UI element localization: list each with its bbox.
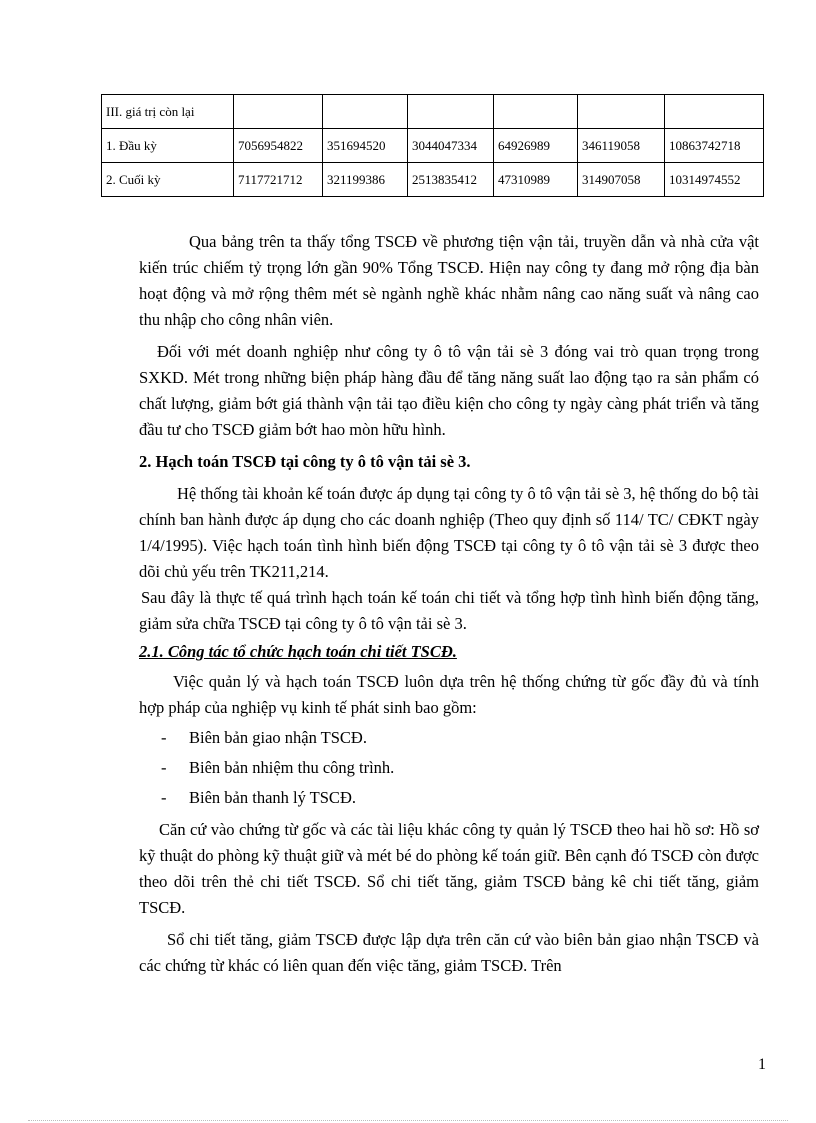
paragraph-summary: Qua bảng trên ta thấy tổng TSCĐ về phương tiện vận tải, truyền dẫn và nhà cửa vật kiến trúc chiếm tỷ trọng lớn gần 90% Tổng TSCĐ. Hiện nay công ty đang mở rộng địa bàn hoạt động và mở rộng thêm mét sè ngành nghề khác nhằm nâng cao năng suất và nâng cao thu nhập cho công nhân viên. bbox=[139, 232, 759, 329]
paragraph-documents: Việc quản lý và hạch toán TSCĐ luôn dựa trên hệ thống chứng từ gốc đầy đủ và tính hợp pháp của nghiệp vụ kinh tế phát sinh bao gồm: bbox=[139, 672, 759, 717]
table-cell: 2513835412 bbox=[408, 163, 494, 197]
list-item bbox=[139, 755, 759, 781]
table-cell bbox=[323, 95, 408, 129]
table-cell: 351694520 bbox=[323, 129, 408, 163]
table-cell: 346119058 bbox=[578, 129, 665, 163]
bullet-marker: - bbox=[161, 758, 167, 777]
paragraph-accounts: Hệ thống tài khoản kế toán được áp dụng tại công ty ô tô vận tải sè 3, hệ thống do bộ tài chính ban hành được áp dụng cho các doanh nghiệp (Theo quy định số 114/ TC/ CĐKT ngày 1/4/1995). Việc hạch toán tình hình biến động TSCĐ tại công ty ô tô vận tải sè 3 được theo dõi chủ yếu trên TK211,214. bbox=[139, 484, 759, 581]
page-bottom-divider bbox=[28, 1120, 788, 1121]
table-cell bbox=[234, 95, 323, 129]
table-cell: 7117721712 bbox=[234, 163, 323, 197]
paragraph-records: Căn cứ vào chứng từ gốc và các tài liệu khác công ty quản lý TSCĐ theo hai hồ sơ: Hồ sơ kỹ thuật do phòng kỹ thuật giữ và mét bé do phòng kế toán giữ. Bên cạnh đó TSCĐ còn được theo dõi trên thẻ chi tiết TSCĐ. Sổ chi tiết tăng, giảm TSCĐ bảng kê chi tiết tăng, giảm TSCĐ. bbox=[139, 820, 759, 917]
table-cell: 321199386 bbox=[323, 163, 408, 197]
section-heading: 2. Hạch toán TSCĐ tại công ty ô tô vận tải sè 3. bbox=[139, 452, 471, 471]
row-label: III. giá trị còn lại bbox=[102, 95, 234, 129]
table-cell bbox=[408, 95, 494, 129]
list-item-text: Biên bản nhiệm thu công trình. bbox=[189, 758, 395, 777]
table-row bbox=[102, 95, 764, 129]
paragraph-process: Sau đây là thực tế quá trình hạch toán kế toán chi tiết và tổng hợp tình hình biến động tăng, giảm sửa chữa TSCĐ tại công ty ô tô vận tải sè 3. bbox=[139, 588, 759, 633]
table-cell bbox=[494, 95, 578, 129]
table-cell: 314907058 bbox=[578, 163, 665, 197]
paragraph-role: Đối với mét doanh nghiệp như công ty ô tô vận tải sè 3 đóng vai trò quan trọng trong SXKD. Mét trong những biện pháp hàng đầu để tăng năng suất lao động tạo ra sản phẩm có chất lượng, giảm bớt giá thành vận tải tạo điều kiện cho công ty ngày càng phát triển và tăng đầu tư cho TSCĐ giảm bớt hao mòn hữu hình. bbox=[139, 342, 759, 439]
table-cell: 10863742718 bbox=[665, 129, 764, 163]
table-cell bbox=[665, 95, 764, 129]
list-item bbox=[139, 785, 759, 811]
list-item-text: Biên bản giao nhận TSCĐ. bbox=[189, 728, 367, 747]
body-text bbox=[139, 229, 759, 979]
table-cell: 47310989 bbox=[494, 163, 578, 197]
paragraph-ledger: Sổ chi tiết tăng, giảm TSCĐ được lập dựa trên căn cứ vào biên bản giao nhận TSCĐ và các chứng từ khác có liên quan đến việc tăng, giảm TSCĐ. Trên bbox=[139, 930, 759, 975]
table-row bbox=[102, 129, 764, 163]
row-label: 1. Đầu kỳ bbox=[102, 129, 234, 163]
table-cell: 7056954822 bbox=[234, 129, 323, 163]
table-cell: 64926989 bbox=[494, 129, 578, 163]
subsection-heading: 2.1. Công tác tổ chức hạch toán chi tiết TSCĐ. bbox=[139, 642, 457, 661]
page-number: 1 bbox=[758, 1056, 766, 1073]
list-item bbox=[139, 725, 759, 751]
list-item-text: Biên bản thanh lý TSCĐ. bbox=[189, 788, 356, 807]
row-label: 2. Cuối kỳ bbox=[102, 163, 234, 197]
asset-value-table bbox=[101, 94, 764, 197]
table-cell: 3044047334 bbox=[408, 129, 494, 163]
table-row bbox=[102, 163, 764, 197]
bullet-marker: - bbox=[161, 728, 167, 747]
table-cell: 10314974552 bbox=[665, 163, 764, 197]
bullet-marker: - bbox=[161, 788, 167, 807]
table-cell bbox=[578, 95, 665, 129]
